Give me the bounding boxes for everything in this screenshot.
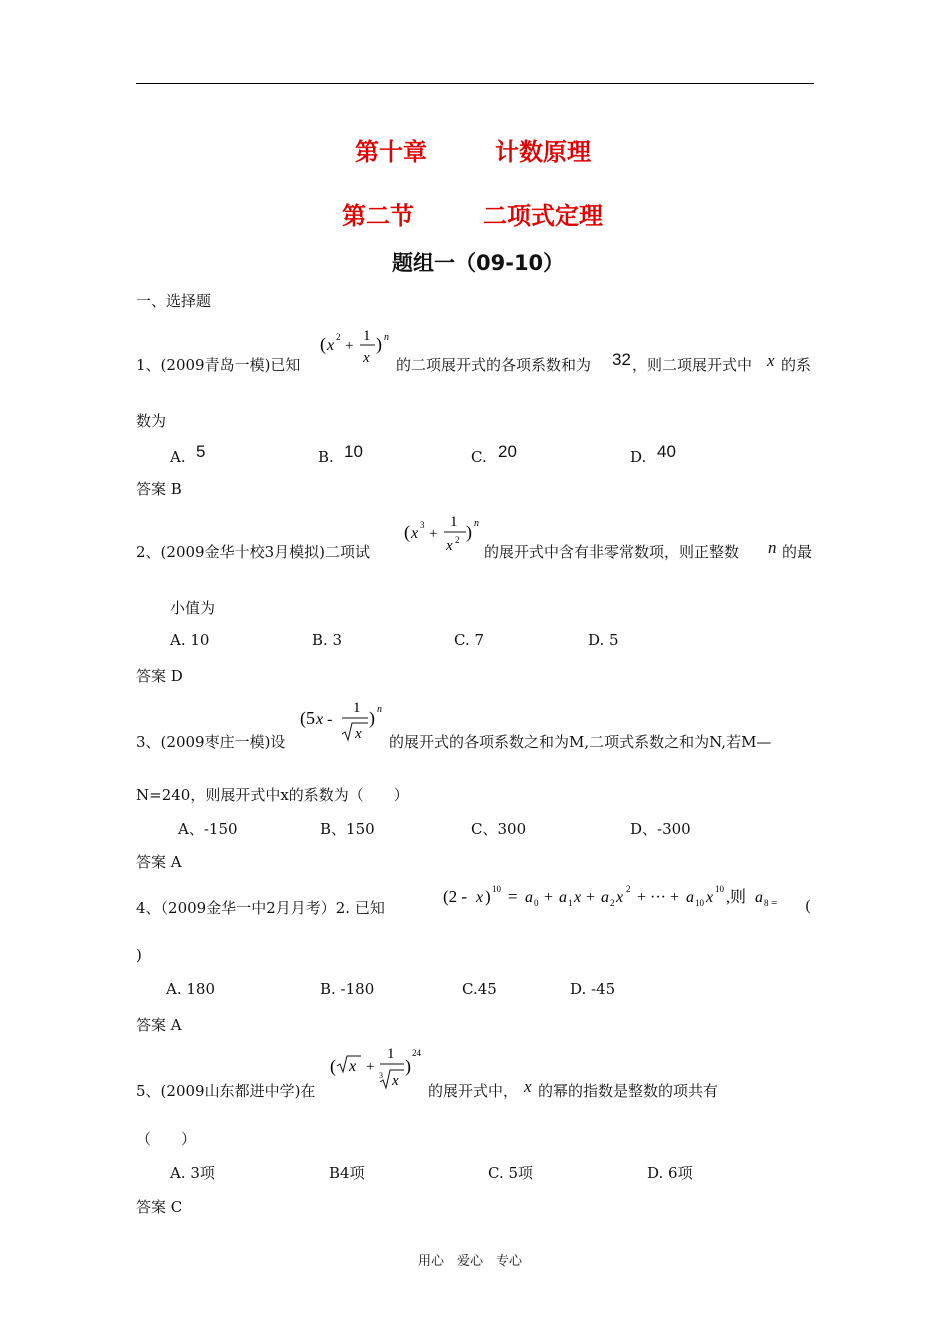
svg-text:=: = xyxy=(508,887,518,906)
q3-option-a: A、-150 xyxy=(178,820,238,838)
q1-mid: 的二项展开式的各项系数和为 xyxy=(396,356,592,374)
q2-tail: 的最 xyxy=(782,543,813,561)
q2-cont: 小值为 xyxy=(170,599,216,617)
svg-text:2: 2 xyxy=(626,884,631,894)
svg-text:x: x xyxy=(476,889,484,906)
section-label: 第二节 xyxy=(342,202,414,230)
svg-text:(: ( xyxy=(320,334,326,354)
footer-text: 用心 爱心 专心 xyxy=(418,1254,523,1269)
q3-option-d: D、-300 xyxy=(630,820,691,838)
svg-text:1: 1 xyxy=(450,514,458,530)
svg-text:3: 3 xyxy=(379,1071,383,1080)
q2-mid: 的展开式中含有非零常数项，则正整数 xyxy=(484,543,740,561)
q1-cont: 数为 xyxy=(136,412,167,430)
q2-formula xyxy=(402,506,484,566)
group-title: 题组一（09-10） xyxy=(392,251,565,275)
svg-text:+ ··· +: + ··· + xyxy=(637,889,680,906)
svg-text:(2 -: (2 - xyxy=(443,887,468,906)
q2-option-a: A. 10 xyxy=(170,631,210,649)
svg-text:x: x xyxy=(706,889,714,906)
q4-formula xyxy=(443,880,803,914)
svg-text:x: x xyxy=(574,889,582,906)
chapter-label: 第十章 xyxy=(355,138,427,166)
q1-option-b-value: 10 xyxy=(344,442,363,461)
svg-text:24: 24 xyxy=(412,1048,421,1058)
q4-option-d: D. -45 xyxy=(570,980,616,998)
svg-text:n: n xyxy=(377,704,382,715)
svg-text:+: + xyxy=(345,338,354,354)
q1-option-d-value: 40 xyxy=(657,442,676,461)
q3-answer: 答案 A xyxy=(136,853,182,871)
svg-text:a: a xyxy=(601,889,609,906)
svg-text:1: 1 xyxy=(387,1046,395,1062)
q1-tail: 的系 xyxy=(781,356,812,374)
section-title: 二项式定理 xyxy=(483,202,603,230)
q5-var: x xyxy=(524,1077,532,1096)
q4-open-paren: ( xyxy=(805,897,811,915)
svg-text:(: ( xyxy=(330,1056,336,1076)
q5-option-b: B4项 xyxy=(329,1164,365,1182)
svg-text:a: a xyxy=(525,889,533,906)
q2-option-d: D. 5 xyxy=(588,631,619,649)
svg-text:3: 3 xyxy=(420,520,425,530)
q5-prefix: 5、(2009山东都进中学)在 xyxy=(136,1082,316,1100)
q3-cont: N=240，则展开式中x的系数为（ ） xyxy=(136,786,409,804)
q3-prefix: 3、(2009枣庄一模)设 xyxy=(136,733,286,751)
svg-text:0: 0 xyxy=(534,898,539,908)
q3-formula xyxy=(298,696,390,750)
svg-text:10: 10 xyxy=(695,898,704,908)
q5-option-a: A. 3项 xyxy=(170,1164,215,1182)
q1-answer: 答案 B xyxy=(136,480,182,498)
q5-cont: （ ） xyxy=(136,1130,197,1148)
svg-text:(5: (5 xyxy=(300,708,315,728)
svg-text:+: + xyxy=(429,526,438,542)
svg-text:2: 2 xyxy=(610,898,615,908)
q4-option-a: A. 180 xyxy=(166,980,215,998)
svg-text:a: a xyxy=(755,889,763,906)
q1-option-a-value: 5 xyxy=(196,442,206,461)
svg-text:x: x xyxy=(327,337,335,354)
q3-mid: 的展开式的各项系数之和为M,二项式系数之和为N,若M— xyxy=(389,733,772,751)
svg-text:x: x xyxy=(355,726,362,742)
header-rule xyxy=(136,83,814,84)
svg-text:+: + xyxy=(544,889,554,906)
q5-tail: 的幂的指数是整数的项共有 xyxy=(538,1082,719,1100)
q5-option-d: D. 6项 xyxy=(647,1164,693,1182)
part-heading: 一、选择题 xyxy=(136,292,212,310)
svg-text:,则: ,则 xyxy=(726,889,747,906)
svg-text:x: x xyxy=(316,711,324,728)
q3-option-c: C、300 xyxy=(471,820,527,838)
svg-text:x: x xyxy=(349,1058,357,1075)
svg-text:): ) xyxy=(466,522,472,542)
q4-prefix: 4、（2009金华一中2月月考）2. 已知 xyxy=(136,899,385,917)
q1-option-d-letter: D. xyxy=(630,448,647,466)
svg-text:x: x xyxy=(446,538,453,554)
q5-answer: 答案 C xyxy=(136,1198,183,1216)
svg-text:x: x xyxy=(392,1073,399,1089)
q2-answer: 答案 D xyxy=(136,667,183,685)
q5-formula xyxy=(328,1042,428,1100)
svg-text:10: 10 xyxy=(715,884,724,894)
svg-text:n: n xyxy=(384,332,389,343)
q2-prefix: 2、(2009金华十校3月模拟)二项试 xyxy=(136,543,370,561)
svg-text:1: 1 xyxy=(568,898,573,908)
svg-text:a: a xyxy=(686,889,694,906)
chapter-title: 计数原理 xyxy=(495,138,591,166)
q4-option-c: C.45 xyxy=(462,980,497,998)
svg-text:1: 1 xyxy=(363,328,371,344)
q1-option-b-letter: B. xyxy=(318,448,334,466)
q1-var: x xyxy=(767,351,775,370)
svg-text:n: n xyxy=(474,518,479,529)
svg-text:x: x xyxy=(616,889,624,906)
q2-option-b: B. 3 xyxy=(312,631,343,649)
q4-close-paren: ) xyxy=(136,946,142,964)
q2-option-c: C. 7 xyxy=(454,631,485,649)
svg-text:): ) xyxy=(485,887,491,906)
q4-answer: 答案 A xyxy=(136,1016,182,1034)
q1-sum-value: 32 xyxy=(612,350,631,369)
svg-text:10: 10 xyxy=(492,884,501,894)
svg-text:a: a xyxy=(559,889,567,906)
svg-text:8: 8 xyxy=(764,898,769,908)
q1-prefix: 1、(2009青岛一模)已知 xyxy=(136,356,301,374)
svg-text:+: + xyxy=(366,1059,375,1075)
q3-option-b: B、150 xyxy=(320,820,375,838)
q1-option-c-value: 20 xyxy=(498,442,517,461)
svg-text:1: 1 xyxy=(353,700,361,716)
q5-option-c: C. 5项 xyxy=(488,1164,534,1182)
svg-text:x: x xyxy=(363,350,370,366)
svg-text:): ) xyxy=(369,708,375,728)
svg-text:): ) xyxy=(376,334,382,354)
q1-option-a-letter: A. xyxy=(170,448,186,466)
svg-text:-: - xyxy=(327,711,333,728)
svg-text:=: = xyxy=(771,897,778,909)
svg-text:2: 2 xyxy=(455,535,460,545)
svg-text:): ) xyxy=(405,1056,411,1076)
svg-text:x: x xyxy=(411,525,419,542)
svg-text:2: 2 xyxy=(336,332,341,342)
q5-mid: 的展开式中， xyxy=(428,1082,519,1100)
svg-text:(: ( xyxy=(404,522,410,542)
q1-option-c-letter: C. xyxy=(471,448,487,466)
q1-mid2: ，则二项展开式中 xyxy=(632,356,753,374)
svg-text:+: + xyxy=(586,889,596,906)
q2-var: n xyxy=(768,538,777,557)
q4-option-b: B. -180 xyxy=(320,980,375,998)
q1-formula xyxy=(318,318,398,374)
